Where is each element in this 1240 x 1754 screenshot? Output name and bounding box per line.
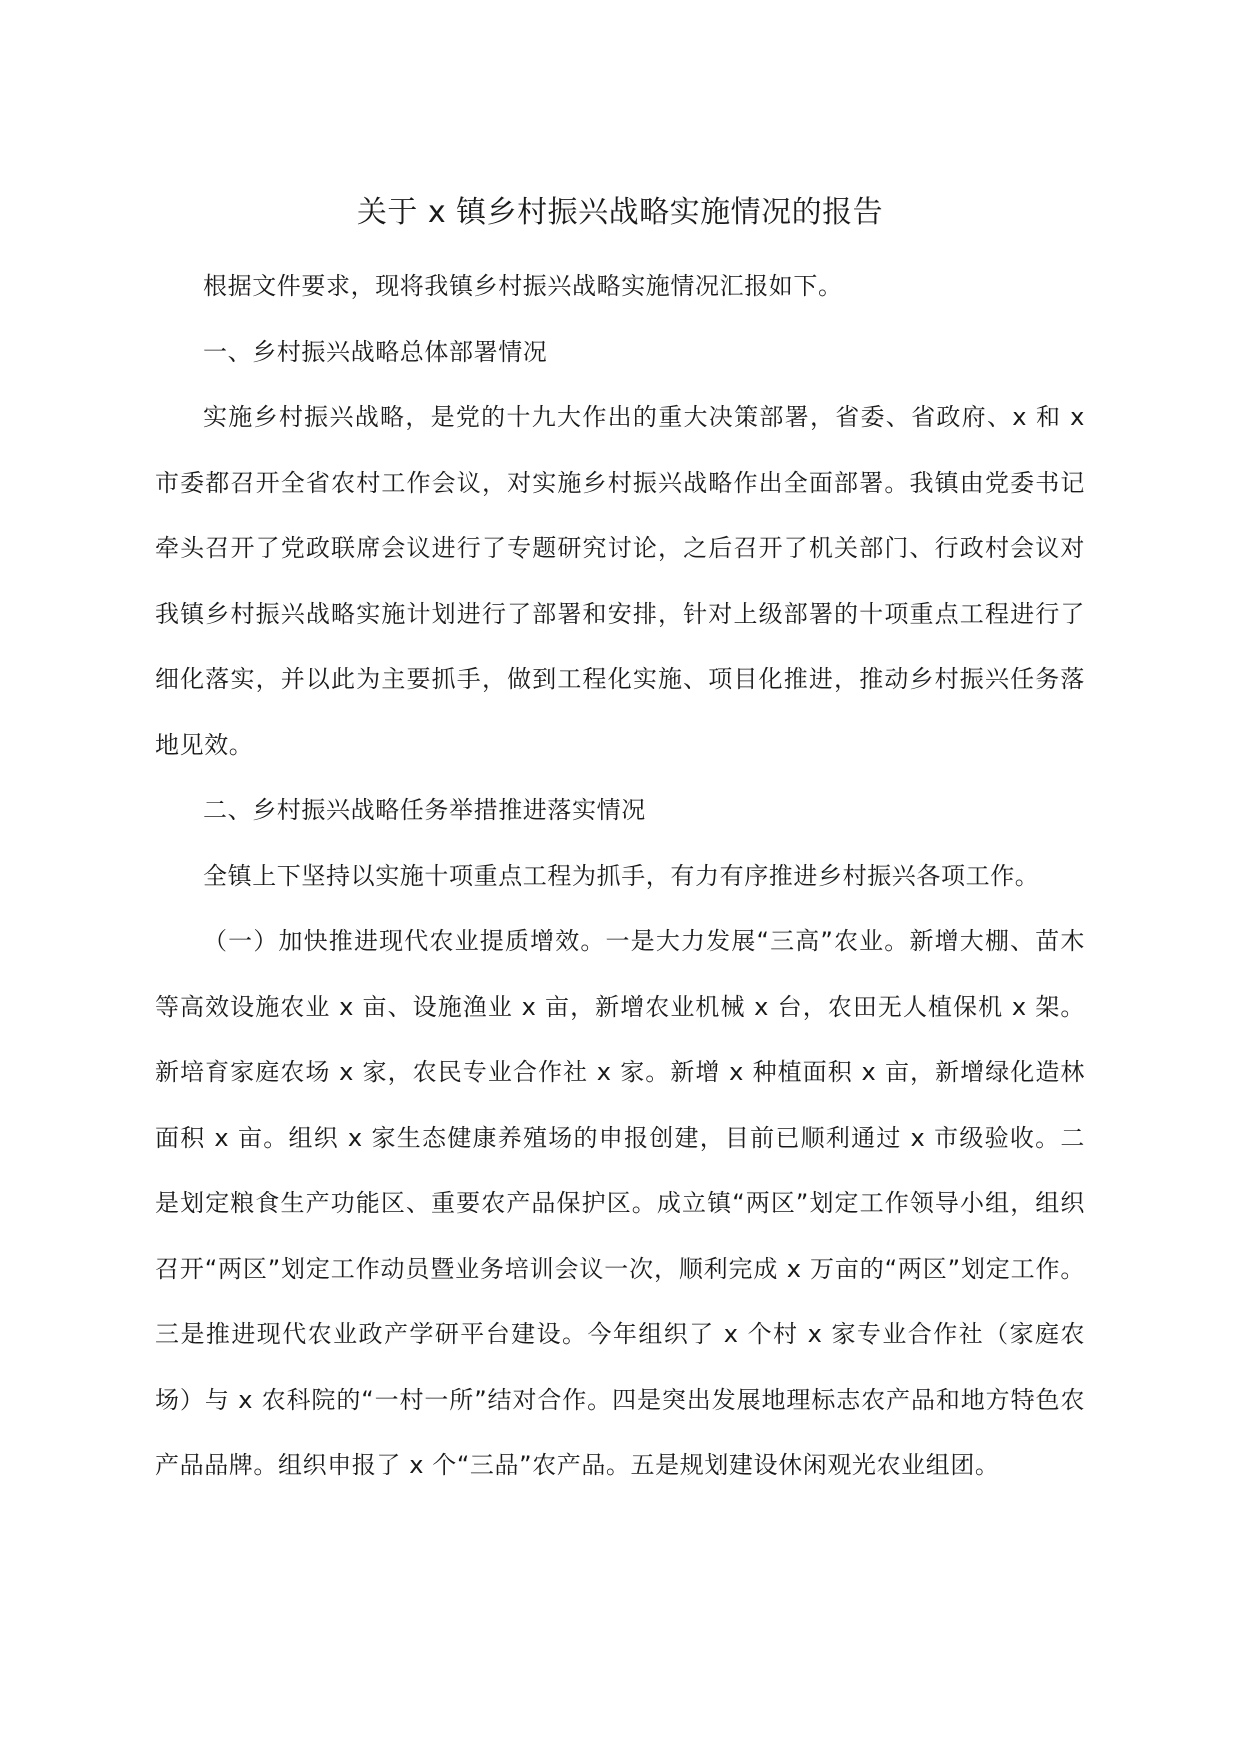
section-heading-2: 二、乡村振兴战略任务举措推进落实情况 [203, 796, 646, 824]
subsection-1-paragraph: （一）加快推进现代农业提质增效。一是大力发展“三高”农业。新增大棚、苗木等高效设施农业 x 亩、设施渔业 x 亩，新增农业机械 x 台，农田无人植保机 x 架。新培育家庭农场 x 家，农民专业合作社 x 家。新增 x 种植面积 x 亩，新增绿化造林面积 x 亩。组织 x 家生态健康养殖场的申报创建，目前已顺利通过 x 市级验收。二是划定粮食生产功能区、重要农产品保护区。成立镇“两区”划定工作领导小组，组织召开“两区”划定工作动员暨业务培训会议一次，顺利完成 x 万亩的“两区”划定工作。三是推进现代农业政产学研平台建设。今年组织了 x 个村 x 家专业合作社（家庭农场）与 x 农科院的“一村一所”结对合作。四是突出发展地理标志农产品和地方特色农产品品牌。组织申报了 x 个“三品”农产品。五是规划建设休闲观光农业组团。 [155, 927, 1085, 1479]
document-body [155, 254, 1085, 1499]
section-1-paragraph: 实施乡村振兴战略，是党的十九大作出的重大决策部署，省委、省政府、x 和 x 市委都召开全省农村工作会议，对实施乡村振兴战略作出全面部署。我镇由党委书记牵头召开了党政联席会议进行了专题研究讨论，之后召开了机关部门、行政村会议对我镇乡村振兴战略实施计划进行了部署和安排，针对上级部署的十项重点工程进行了细化落实，并以此为主要抓手，做到工程化实施、项目化推进，推动乡村振兴任务落地见效。 [155, 403, 1085, 759]
document-title: 关于 x 镇乡村振兴战略实施情况的报告 [356, 195, 884, 230]
intro-paragraph: 根据文件要求，现将我镇乡村振兴战略实施情况汇报如下。 [203, 272, 843, 300]
section-2-intro-paragraph: 全镇上下坚持以实施十项重点工程为抓手，有力有序推进乡村振兴各项工作。 [203, 861, 1040, 890]
section-heading-1: 一、乡村振兴战略总体部署情况 [203, 337, 548, 366]
